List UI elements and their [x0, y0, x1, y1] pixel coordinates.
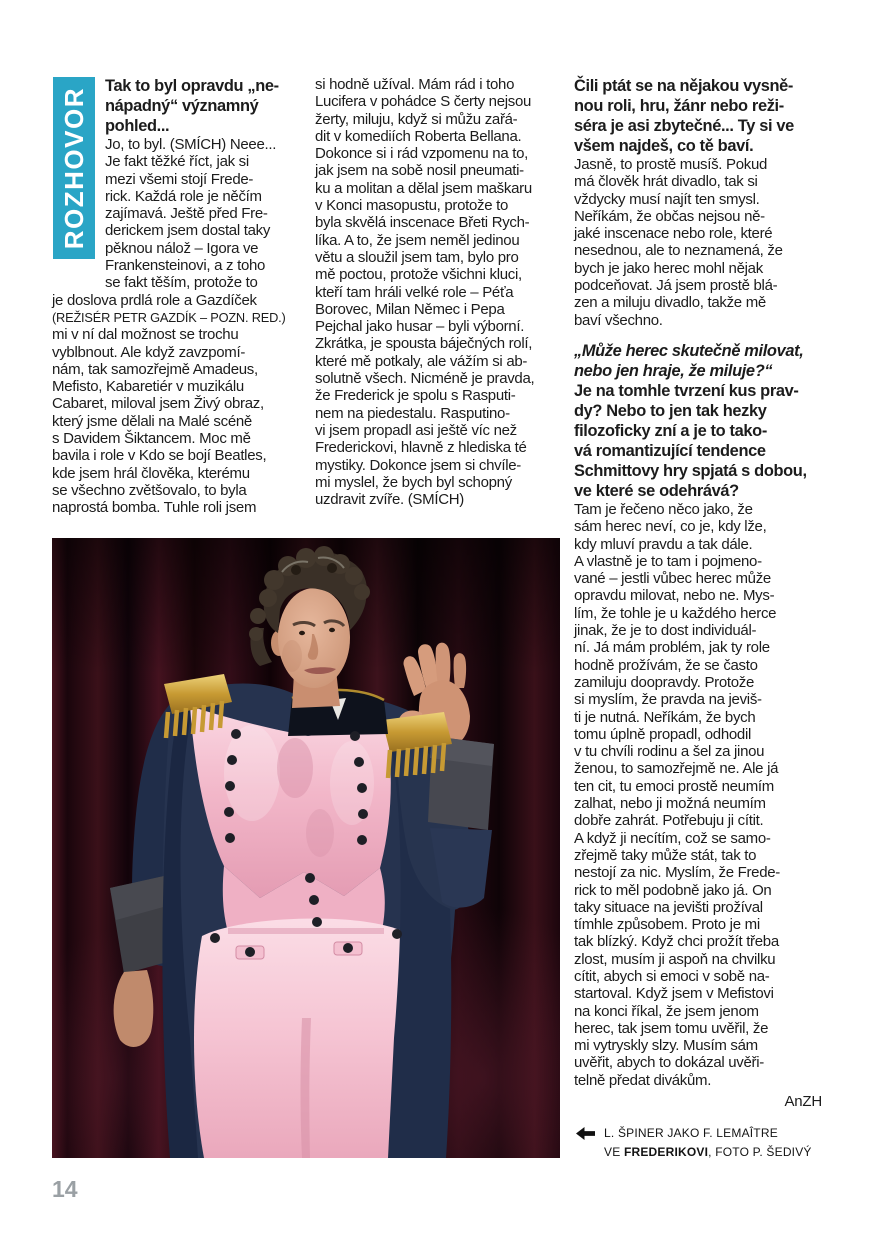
text-line: startoval. Když jsem v Mefistovi [574, 985, 774, 1003]
text-line: kde jsem hrál člověka, kterému [52, 464, 250, 482]
text-line: bavila i role v Kdo se bojí Beatles, [52, 447, 267, 465]
text-line: opravdu milovat, nebo ne. Mys- [574, 587, 775, 605]
text-line: nebo jen hraje, že miluje?“ [574, 361, 773, 380]
text-line: ku a molitan a dělal jsem maškaru [315, 179, 532, 197]
text-line: sám herec neví, co je, kdy lže, [574, 518, 767, 536]
text-line: ve které se odehrává? [574, 481, 739, 500]
text-line: Je na tomhle tvrzení kus prav- [574, 381, 799, 400]
text-line: je doslova prdlá role a Gazdíček [52, 291, 257, 309]
text-line: žerty, miluju, když si můžu zařá- [315, 110, 518, 128]
text-line: tomu úplně propadl, odhodil [574, 725, 752, 743]
stage-photo-illustration [52, 538, 560, 1158]
text-line: nem na piedestalu. Rasputino- [315, 404, 510, 422]
question-text [105, 76, 302, 136]
answer-text [52, 326, 302, 516]
text-line: si myslím, že pravda na jeviš- [574, 691, 762, 709]
question-text [574, 341, 822, 381]
text-line: byla skvělá inscenace Břeti Rych- [315, 214, 530, 232]
text-line: Frederickovi, hlavně z hlediska té [315, 439, 527, 457]
section-label: ROZHOVOR [58, 86, 89, 250]
text-line: naprostá bomba. Tuhle roli jsem [52, 499, 257, 517]
text-line: jak jsem na sobě nosil pneumati- [315, 162, 524, 180]
text-line: baví všechno. [574, 311, 663, 329]
text-line: nou roli, hru, žánr nebo reži- [574, 97, 784, 115]
text-line: líka. A to, že jsem neměl jedinou [315, 231, 520, 249]
text-line: pěknou nálož – Igora ve [105, 239, 259, 257]
author-signature [574, 1093, 822, 1111]
text-line: mi vytryskly slzy. Musím sám [574, 1037, 758, 1055]
question-text [574, 76, 822, 156]
paragraph-spacer [574, 329, 822, 341]
article-column-1 [52, 76, 302, 517]
text-line: AnZH [784, 1093, 822, 1111]
text-line: herec, tak jsem tomu uvěřil, že [574, 1019, 769, 1037]
photo-caption [576, 1124, 828, 1162]
text-line: uvěřit, abych to dokázal uvěři- [574, 1054, 764, 1072]
text-line: séra je asi zbytečné... Ty si ve [574, 117, 794, 135]
text-line: rick to měl podobně jako já. On [574, 881, 772, 899]
text-line: Tam je řečeno něco jako, že [574, 500, 753, 518]
text-line: v Konci masopustu, protože to [315, 197, 509, 215]
text-line: vyblbnout. Ale když zavzpomí- [52, 343, 246, 361]
question-text [574, 381, 822, 501]
text-line: mi myslel, že bych byl schopný [315, 473, 512, 491]
text-line: podceňovat. Já jsem prostě blá- [574, 277, 778, 295]
caption-text [604, 1124, 812, 1162]
text-line: (REŽISÉR PETR GAZDÍK – POZN. RED.) [52, 309, 286, 325]
answer-text [315, 76, 555, 508]
caption-line-2 [604, 1143, 812, 1162]
text-line: Pejchal jako husar – byli výborní. [315, 318, 525, 336]
text-line: ten cit, tu emoci prostě neumím [574, 777, 774, 795]
text-line: telně předat divákům. [574, 1071, 712, 1089]
text-line: Borovec, Milan Němec i Pepa [315, 300, 505, 318]
text-line: dobře zahrát. Potřebuju ji cítit. [574, 812, 764, 830]
answer-text [52, 292, 302, 309]
text-line: Jo, to byl. (SMÍCH) Neee... [105, 136, 277, 153]
text-line: Je fakt těžké říct, jak si [105, 153, 249, 171]
article-column-2 [315, 76, 555, 508]
caption-line-2-bold: FREDERIKOVI [623, 1145, 709, 1159]
text-line: taky situace na jevišti prožíval [574, 898, 763, 916]
text-line: vi jsem propadl asi ještě víc než [315, 421, 517, 439]
text-line: se fakt těším, protože to [105, 274, 258, 292]
text-line: ní. Já mám problém, jak ty role [574, 639, 770, 657]
text-line: větu a sloužil jsem tam, bylo pro [315, 248, 519, 266]
text-line: vá romantizující tendence [574, 441, 766, 460]
text-line: Tak to byl opravdu „ne- [105, 77, 279, 95]
text-line: filozoficky zní a je to tako- [574, 421, 767, 440]
article-column-3 [574, 76, 822, 1111]
text-line: které mě potkaly, ale vážím si ab- [315, 352, 528, 370]
text-line: Schmittovy hry spjatá s dobou, [574, 461, 807, 480]
text-line: hodně prožívám, že se často [574, 656, 758, 674]
text-line: bych je jako herec mohl nějak [574, 259, 763, 277]
text-line: Jasně, to prostě musíš. Pokud [574, 156, 768, 173]
text-line: A když ji necítím, což se samo- [574, 829, 771, 847]
text-line: zamiluju doopravdy. Protože [574, 673, 755, 691]
text-line: si hodně užíval. Mám rád i toho [315, 76, 515, 93]
text-line: vždycky musí najít ten smysl. [574, 190, 760, 208]
caption-line-2-pre: VE [604, 1145, 624, 1159]
text-line: rick. Každá role je něčím [105, 187, 262, 205]
text-line: Cabaret, miloval jsem Živý obraz, [52, 395, 264, 413]
text-line: zajímavá. Ještě před Fre- [105, 205, 268, 223]
text-line: jaké inscenace nebo role, které [574, 225, 773, 243]
text-line: vané – jestli vůbec herec může [574, 570, 771, 588]
text-line: dy? Nebo to jen tak hezky [574, 401, 767, 420]
text-line: nápadný“ významný [105, 97, 259, 115]
text-line: Frankensteinovi, a z toho [105, 257, 266, 275]
stage-photo [52, 538, 560, 1158]
text-line: má člověk hrát divadlo, tak si [574, 173, 758, 191]
text-line: nesednou, ale to neznamená, že [574, 242, 783, 260]
text-line: v tu chvíli rodinu a šel za jinou [574, 743, 765, 761]
text-line: Neříkám, že občas nejsou ně- [574, 207, 765, 225]
text-line: dit v komediích Roberta Bellana. [315, 127, 522, 145]
caption-line-2-post: , FOTO P. ŠEDIVÝ [708, 1145, 812, 1159]
text-line: nám, tak samozřejmě Amadeus, [52, 360, 258, 378]
text-line: mystiky. Dokonce jsem si chvíle- [315, 456, 522, 474]
text-line: na konci říkal, že jsem jenom [574, 1002, 759, 1020]
text-line: ti je nutná. Neříkám, že bych [574, 708, 756, 726]
text-line: Čili ptát se na nějakou vysně- [574, 77, 794, 95]
text-line: mi v ní dal možnost se trochu [52, 326, 239, 344]
text-line: jinak, že je to dost individuál- [574, 622, 757, 640]
text-line: mezi všemi stojí Frede- [105, 170, 254, 188]
text-line: zřejmě taky může stát, tak to [574, 846, 757, 864]
caption-arrow-icon [576, 1127, 595, 1140]
text-line: „Může herec skutečně milovat, [574, 341, 804, 360]
answer-text [574, 501, 822, 1089]
text-line: A vlastně je to tam i pojmeno- [574, 552, 762, 570]
text-line: zen a miluju divadlo, takže mě [574, 294, 766, 312]
answer-text [574, 156, 822, 329]
text-line: Lucifera v pohádce S čerty nejsou [315, 93, 532, 111]
text-line: s Davidem Šiktancem. Moc mě [52, 430, 251, 448]
text-line: derickem jsem dostal taky [105, 222, 271, 240]
editorial-note [52, 309, 302, 326]
text-line: tímhle způsobem. Proto je mi [574, 916, 760, 934]
text-line: Zkrátka, je spousta báječných rolí, [315, 335, 533, 353]
text-line: nestojí za nic. Myslím, že Frede- [574, 864, 780, 882]
text-line: Dokonce si i rád vzpomenu na to, [315, 145, 529, 163]
text-line: zlost, musím ji aspoň na chvilku [574, 950, 776, 968]
text-line: tak blízký. Když chci prožít třeba [574, 933, 779, 951]
text-line: kteří tam hráli velké role – Péťa [315, 283, 514, 301]
text-line: cítit, abych si emoci v sobě na- [574, 967, 770, 985]
text-line: pohled... [105, 117, 170, 135]
text-line: kdy mluví pravdu a tak dále. [574, 535, 753, 553]
text-line: Mefisto, Kabaretiér v muzikálu [52, 378, 244, 396]
text-line: že Frederick je spolu s Rasputi- [315, 387, 516, 405]
text-line: zalhat, nebo ji možná neumím [574, 795, 766, 813]
text-line: solutně všech. Nicméně je pravda, [315, 370, 535, 388]
caption-line-1: L. ŠPINER JAKO F. LEMAÎTRE [604, 1126, 778, 1140]
text-line: mě poctou, protože všichni kluci, [315, 266, 522, 284]
text-line: se všechno zvětšovalo, to byla [52, 481, 247, 499]
text-line: lím, že tohle je u každého herce [574, 604, 777, 622]
text-line: ženou, to samozřejmě ne. Ale já [574, 760, 779, 778]
answer-text [105, 136, 302, 292]
page-number: 14 [52, 1176, 78, 1202]
text-line: který jsme dělali na Malé scéně [52, 412, 252, 430]
text-line: uzdravit zvíře. (SMÍCH) [315, 491, 464, 509]
text-line: všem najdeš, co tě baví. [574, 137, 754, 155]
